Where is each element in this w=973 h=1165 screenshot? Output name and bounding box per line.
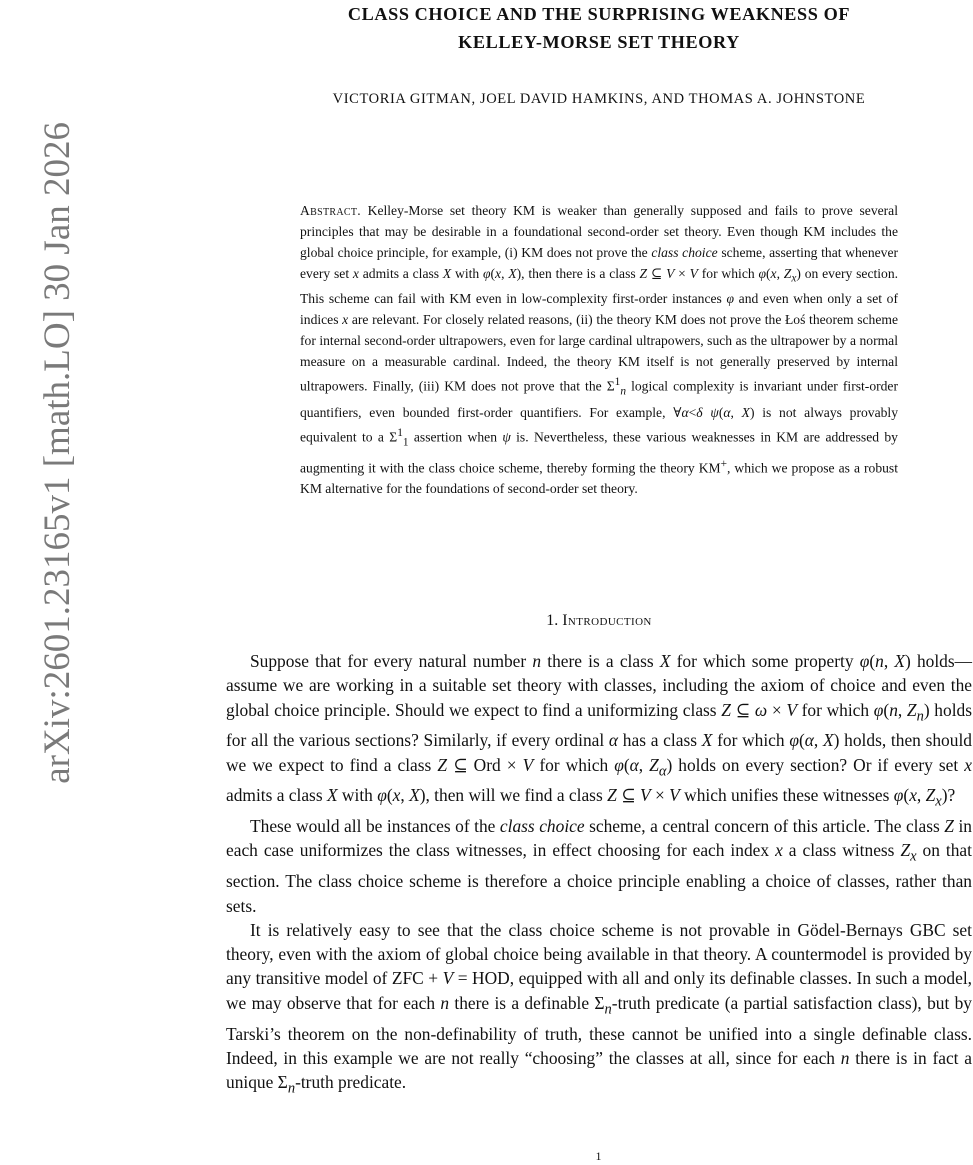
title-line-2: KELLEY-MORSE SET THEORY: [458, 32, 740, 52]
introduction-body: [226, 649, 972, 1101]
section-name: Introduction: [562, 612, 652, 629]
paragraph: Suppose that for every natural number n there is a class X for which some property φ(n, X) holds—assume we are working in a suitable set theory with classes, including the axiom of choice and even the global choice principle. Should we expect to find a uniformizing class Z ⊆ ω × V for which φ(n, $Z_n$) holds for all the various sections? Similarly, if every ordinal α has a class X for which φ(α, X) holds, then should we we expect to find a class Z ⊆ Ord × V for which φ(α, $Z_\alpha$) holds on every section? Or if every set x admits a class X with φ(x, X), then will we find a class Z ⊆ V × V which unifies these witnesses φ(x, $Z_x$)?: [226, 651, 973, 810]
author-list: VICTORIA GITMAN, JOEL DAVID HAMKINS, AND THOMAS A. JOHNSTONE: [332, 91, 866, 107]
page-number: 1: [595, 1149, 602, 1163]
section-heading: [226, 612, 972, 630]
title-line-1: CLASS CHOICE AND THE SURPRISING WEAKNESS OF: [347, 4, 851, 24]
paragraph: It is relatively easy to see that the class choice scheme is not provable in Gödel-Bernays GBC set theory, even with the axiom of global choice being available in that theory. A countermodel is provided by any transitive model of ZFC + V = HOD, equipped with all and only its definable classes. In such a model, we may observe that for each n there is a definable $\Sigma_n$-truth predicate (a partial satisfaction class), but by Tarski’s theorem on the non-definability of truth, these cannot be unified into a single definable class. Indeed, in this example we are not really “choosing” the classes at all, since for each n there is in fact a unique $\Sigma_n$-truth predicate.: [226, 919, 972, 1097]
arxiv-sidebar: [0, 0, 78, 900]
abstract-label: Abstract.: [300, 203, 361, 218]
paragraph: These would all be instances of the class choice scheme, a central concern of this article. The class Z in each case uniformizes the class witnesses, in effect choosing for each index x a class witness $Z_x$ on that section. The class choice scheme is therefore a choice principle enabling a choice of classes, rather than sets.: [226, 816, 972, 916]
paper-title: [226, 0, 972, 56]
section-number: 1.: [546, 612, 559, 629]
arxiv-identifier: arXiv:2601.23165v1 [math.LO] 30 Jan 2026: [37, 122, 78, 784]
abstract: Abstract. Kelley-Morse set theory KM is weaker than generally supposed and fails to prove several principles that may be desirable in a foundational second-order set theory. Even though KM includes the global choice principle, for example, (i) KM does not prove the class choice scheme, asserting that whenever every set x admits a class X with φ(x, X), then there is a class Z ⊆ V × V for which φ(x, $Z_x$) on every section. This scheme can fail with KM even in low-complexity first-order instances φ and even when only a set of indices x are relevant. For closely related reasons, (ii) the theory KM does not prove the Łoś theorem scheme for internal second-order ultrapowers, even for large cardinal ultrapowers, such as the ultrapower by a normal measure on a measurable cardinal. Indeed, the theory KM itself is not generally preserved by internal ultrapowers. Finally, (iii) KM does not prove that the $\Sigma^1_n$ logical complexity is invariant under first-order quantifiers, even bounded first-order quantifiers. For example, ∀α<δ ψ(α, X) is not always provably equivalent to a $\Sigma^1_1$ assertion when ψ is. Nevertheless, these various weaknesses in KM are addressed by augmenting it with the class choice scheme, thereby forming the theory KM+, which we propose as a robust KM alternative for the foundations of second-order set theory.: [300, 203, 899, 496]
